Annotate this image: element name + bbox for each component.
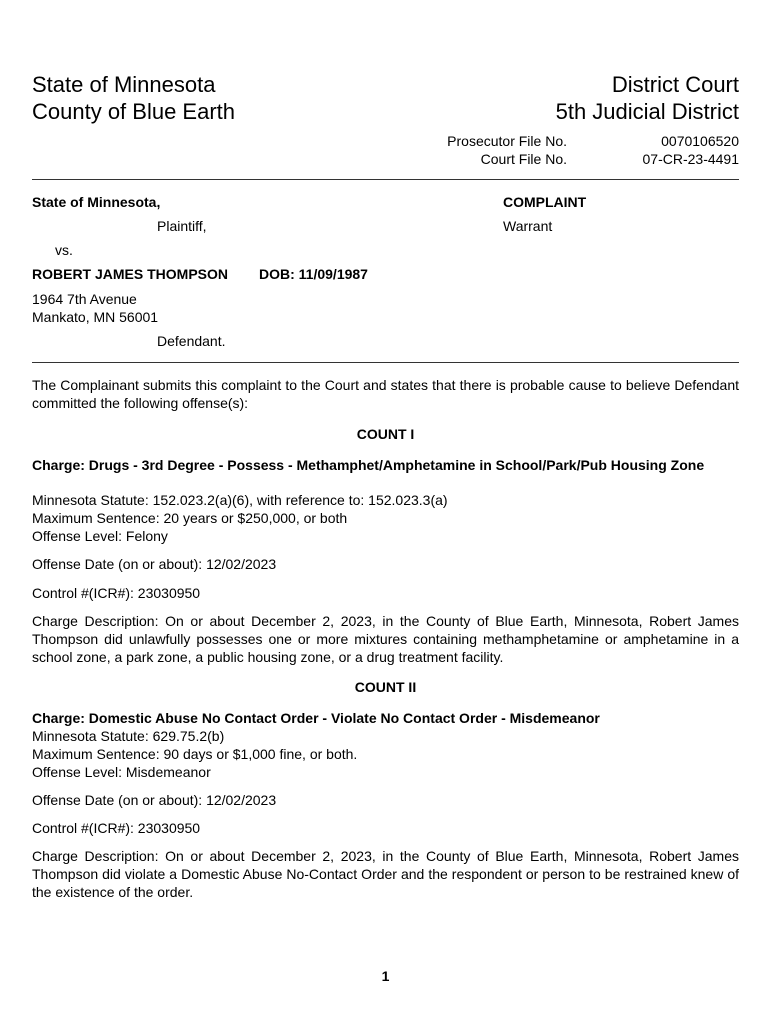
versus: vs. [55,242,73,258]
count-2-control-number: Control #(ICR#): 23030950 [32,820,201,836]
file-number-values [643,132,740,168]
count-2-details [32,727,739,781]
file-number-labels [447,132,567,168]
prosecutor-file-label: Prosecutor File No. [447,133,567,149]
count-1-offense-date: Offense Date (on or about): 12/02/2023 [32,556,277,572]
court-block [556,71,739,125]
judicial-district: 5th Judicial District [555,99,739,124]
prosecutor-file-number: 0070106520 [661,133,739,149]
count-1-charge: Charge: Drugs - 3rd Degree - Possess - Methamphet/Amphetamine in School/Park/Pub Housing Zone [32,457,705,473]
plaintiff-name: State of Minnesota, [32,194,161,210]
count-1-heading: COUNT I [356,426,415,442]
count-2-statute: Minnesota Statute: 629.75.2(b) [32,728,225,744]
defendant-address [32,290,158,326]
count-1-details [32,491,739,545]
court-name: District Court [611,72,739,97]
page-number: 1 [381,968,390,984]
top-divider [32,179,739,180]
count-1-description: Charge Description: On or about December 2, 2023, in the County of Blue Earth, Minnesota, Robert James Thompson did unlawfully possesses one or more mixtures containing methamphetamine or amphetamine in a school zone, a park zone, a public housing zone, or a drug treatment facility. [32,613,739,665]
count-1-statute: Minnesota Statute: 152.023.2(a)(6), with reference to: 152.023.3(a) [32,492,448,508]
intro-statement: The Complainant submits this complaint to the Court and states that there is probable cause to believe Defendant committed the following offense(s): [32,377,739,411]
count-1-offense-level: Offense Level: Felony [32,528,168,544]
plaintiff-role: Plaintiff, [157,218,207,234]
count-2-offense-level: Offense Level: Misdemeanor [32,764,211,780]
count-2-max-sentence: Maximum Sentence: 90 days or $1,000 fine, or both. [32,746,358,762]
count-2-heading: COUNT II [354,679,417,695]
defendant-name: ROBERT JAMES THOMPSON [32,266,229,282]
jurisdiction-block [32,71,235,125]
court-file-number: 07-CR-23-4491 [642,151,739,167]
count-1-max-sentence: Maximum Sentence: 20 years or $250,000, or both [32,510,348,526]
caption-divider [32,362,739,363]
document-subtype: Warrant [503,218,553,234]
count-1-control-number: Control #(ICR#): 23030950 [32,585,201,601]
defendant-role: Defendant. [157,333,226,349]
court-file-label: Court File No. [480,151,567,167]
address-line-1: 1964 7th Avenue [32,291,137,307]
count-2-offense-date: Offense Date (on or about): 12/02/2023 [32,792,277,808]
state-name: State of Minnesota [32,72,216,97]
count-2-charge: Charge: Domestic Abuse No Contact Order - Violate No Contact Order - Misdemeanor [32,710,600,726]
county-name: County of Blue Earth [32,99,236,124]
defendant-dob: DOB: 11/09/1987 [259,266,368,282]
count-2-description: Charge Description: On or about December 2, 2023, in the County of Blue Earth, Minnesota, Robert James Thompson did violate a Domestic Abuse No-Contact Order and the respondent or person to be restrained knew of the existence of the order. [32,848,739,900]
document-type: COMPLAINT [503,194,587,210]
address-line-2: Mankato, MN 56001 [32,309,159,325]
